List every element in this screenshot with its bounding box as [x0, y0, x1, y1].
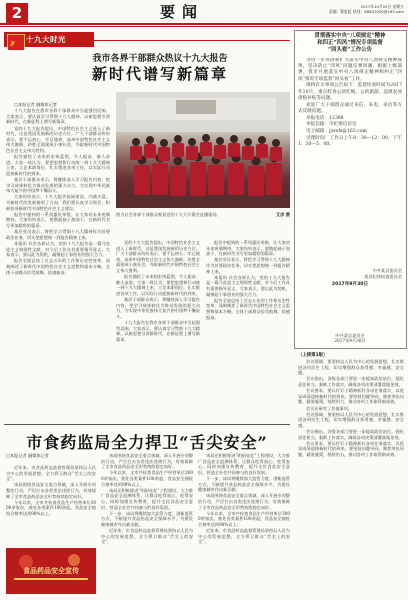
paragraph: 该局还积极推进“明厨亮灶”工程建设，大力推广食品安全追溯体系，让群众吃得放心、吃得安心。同时加强宣传教育，提升全民食品安全意识，营造全社会共同参与的良好氛围。	[198, 453, 290, 475]
notice-title-line3: “回头看”工作公告	[328, 47, 372, 53]
section-title: 要闻	[160, 3, 205, 21]
paragraph: 基层党员表示，将把学习贯彻十九大精神作为首要政治任务，切实把思想统一到报告精神上来。	[6, 229, 110, 240]
paragraph: 会议指出，各级各部门要进一步提高政治站位，强化责任担当，狠抓工作落实，确保各项决策部署落地见效。	[298, 429, 404, 440]
paragraph: 基层党员表示，将把学习贯彻十九大精神作为首要政治任务，切实把思想统一到报告精神上来。	[206, 257, 290, 274]
header-rule	[0, 23, 408, 25]
caption-text: 图为社会各界干部群众观看党的十九大开幕会直播现场。	[116, 212, 221, 217]
header-info	[258, 4, 404, 14]
article-headline: 新时代谱写新篇章	[91, 65, 228, 83]
paragraph: 欢迎广大干部群众通过来信、来电、来访等方式反映问题。	[298, 102, 402, 114]
article2-body-center	[101, 453, 193, 593]
paragraph: 报告中提到的一系列惠民举措，让大家对未来充满期待。大家纷纷表示，要撸起袖子加油干，在新时代书写更加精彩的篇章。	[6, 211, 110, 229]
continued-heading: （上接第1版）	[298, 353, 328, 358]
paragraph: 基层干部群众表示，将继续深入学习报告内容，把学习成果转化为推动发展的强大动力，为实现中华民族伟大复兴的中国梦不懈奋斗。	[6, 177, 110, 194]
paragraph: 会议指出，各级各部门要进一步提高政治站位，强化责任担当，狠抓工作落实，确保各项决策部署落地见效。	[298, 376, 404, 387]
page-number: 2	[6, 3, 28, 23]
paragraph: 近年来，市食品药品监督管理局坚持以人民为中心的发展思想，全力捍卫群众“舌尖上的安全”。	[101, 528, 193, 545]
notice-footer-date: 2017年9月30日	[334, 338, 366, 343]
paragraph: 本报讯 社会各界认为，党的十九大报告是一篇马克思主义纲领性文献，对今后工作具有重要指导意义。大家表示，要以此为契机，凝聚起干事创业的强大合力。	[6, 241, 110, 258]
advert-text: 食品药品安全宣传	[23, 567, 79, 575]
paragraph: 该局围绕食品安全重点领域，深入开展专项整治行动，严厉打击各类违法违规行为，有效保障了全市食品药品安全形势持续稳定向好。	[198, 493, 290, 510]
contact-hours: 受理时间：工作日上午8：30—12：00，下午1：30—5：00。	[298, 136, 402, 148]
contact-mailbox: 举报信箱：市纪委信访室	[306, 122, 357, 128]
paragraph: 近年来，市食品药品监督管理局坚持以人民为中心的发展思想，全力捍卫群众“舌尖上的安全”。	[198, 528, 290, 545]
paragraph: 会议强调，要坚持以人民为中心的发展思想，扎实推进各项民生工程，切实增强群众获得感、幸福感、安全感。	[298, 411, 404, 428]
paragraph: 报告全面总结了过去五年的工作和历史性变革，深刻阐述了新时代中国特色社会主义思想和基本方略，全体干部群众倍受鼓舞、倍感振奋。	[206, 297, 290, 320]
photo-credit: 艾彦 摄	[275, 212, 290, 217]
paragraph: 报告中提到的一系列惠民举措，让大家对未来充满期待。大家纷纷表示，要撸起袖子加油干，在新时代书写更加精彩的篇章。	[206, 240, 290, 257]
paragraph: 十九大报告在我市各界干部群众中引起强烈反响。大家表示，要认真学习贯彻十九大精神，以新思想引领新时代，在新征程上谱写新篇章。	[6, 108, 110, 125]
paragraph: 会议强调，要坚持以人民为中心的发展思想，扎实推进各项民生工程，切实增强群众获得感、幸福感、安全感。	[298, 359, 404, 376]
notice-title-line1: 贯彻落实中央“八项规定”精神	[314, 33, 386, 39]
notice-title-line2: 和四正“四风”情况专项监督	[317, 40, 383, 46]
party-flag-icon	[7, 34, 25, 47]
notice-signature: 中共某县委员会	[372, 268, 402, 273]
paragraph: 会议还研究了其他事项。	[306, 405, 353, 411]
photo-caption	[116, 212, 290, 218]
paragraph: 今年以来，全市共检查食品生产经营单位3000余家次，查处各类案件100余起，食品安全抽检合格率达到98%以上。	[101, 470, 193, 487]
paragraph: 近年来，市食品药品监督管理局坚持以人民为中心的发展思想，全力捍卫群众“舌尖上的安全”。	[6, 465, 96, 482]
header-editor: 责编：曹虹虹 热线：68847000@163.com	[328, 9, 404, 14]
article-divider	[4, 424, 290, 425]
paragraph: 今年以来，全市共检查食品生产经营单位3000余家次，查处各类案件100余起，食品安全抽检合格率达到98%以上。	[198, 510, 290, 527]
paragraph: 为进一步巩固和扩大落实中央八项规定精神成果，坚决防止“四风”问题反弹回潮，根据上级部署，我市开展落实中央八项规定精神和纠正“四风”情况专项监督“回头看”工作。	[298, 58, 402, 82]
news-photo	[116, 92, 290, 208]
paragraph: 该局围绕食品安全重点领域，深入开展专项整治行动，严厉打击各类违法违规行为，有效保障了全市食品药品安全形势持续稳定向好。	[6, 482, 96, 499]
article-body-left	[6, 102, 110, 420]
paragraph: 该局还积极推进“明厨亮灶”工程建设，大力推广食品安全追溯体系，让群众吃得放心、吃得安心。同时加强宣传教育，提升全民食品安全意识，营造全社会共同参与的良好氛围。	[101, 487, 193, 510]
paragraph: 下一步，该局将继续加大监管力度，创新监管方式，不断提升食品药品安全保障水平，为建设健康城市作出新贡献。	[101, 510, 193, 527]
header-date: 2017年10月20日 星期五	[360, 4, 404, 9]
paragraph: 报告全面总结了过去五年的工作和历史性变革，深刻阐述了新时代中国特色社会主义思想和基本方略，全体干部群众倍受鼓舞、倍感振奋。	[6, 258, 110, 275]
paragraph: 本报讯 社会各界认为，党的十九大报告是一篇马克思主义纲领性文献，对今后工作具有重要指导意义。大家表示，要以此为契机，凝聚起干事创业的强大合力。	[206, 274, 290, 297]
banner-rule	[94, 40, 290, 41]
paragraph: 会议要求，要以钉钉子精神抓好各项任务落实，以优异成绩迎接新时代的到来。要坚持问题导向，聚焦突出问题，精准施策，持续用力，推动各项工作取得新成效。	[298, 440, 404, 458]
paragraph: 该局围绕食品安全重点领域，深入开展专项整治行动，严厉打击各类违法违规行为，有效保障了全市食品药品安全形势持续稳定向好。	[101, 453, 193, 470]
paragraph: 大家纷纷表示，十九大报告高屋建瓴、内涵丰富，为新时代的发展指明了方向，我们要认真学习领会，积极投身新时代中国特色社会主义建设。	[6, 194, 110, 211]
notice-signature-2: 某县纪律检查委员会	[364, 274, 402, 279]
paragraph: 下一步，该局将继续加大监管力度，创新监管方式，不断提升食品药品安全保障水平，为建设健康城市作出新贡献。	[198, 475, 290, 493]
paragraph: 十九大报告在我市各界干部群众中引起强烈反响。大家表示，要认真学习贯彻十九大精神，以新思想引领新时代，在新征程上谱写新篇章。	[116, 320, 200, 342]
paragraph: □本报记者 融媒体记者	[14, 102, 57, 107]
paragraph: 今年以来，全市共检查食品生产经营单位3000余家次，查处各类案件100余起，食品安全抽检合格率达到98%以上。	[6, 499, 96, 516]
article2-byline: □本报记者 融媒体记者	[6, 453, 49, 458]
paragraph: 现将有关事项公告如下：监督检查时间为2017年10月，重点检查公款吃喝、公款旅游、违规发放津贴补贴等问题。	[298, 83, 402, 101]
paragraph: 党的十九大报告提出，中国特色社会主义进入了新时代，这是我国发展新的历史方位。广大干部群众纷纷表示，要不忘初心、牢记使命，高举中国特色社会主义伟大旗帜，决胜全面建成小康社会，夺取新时代中国特色社会主义伟大胜利。	[6, 125, 110, 153]
paragraph: 报告描绘了未来的宏伟蓝图，令人振奋、催人奋进。大家一致认为，要把思想和行动统一到十九大精神上来，立足本职岗位，扎实推进各项工作，以实际行动迎接新时代的到来。	[116, 274, 200, 296]
article2-body-left	[6, 465, 96, 545]
banner-label: 十九大时光	[26, 35, 66, 44]
article-kicker: 我市各界干部群众热议十九大报告	[92, 54, 228, 64]
article2-headline: 市食药监局全力捍卫“舌尖安全”	[26, 433, 268, 452]
article-body-right	[206, 240, 290, 420]
article2-body-right	[198, 453, 290, 593]
article-body-center	[116, 240, 200, 420]
paragraph: 党的十九大报告提出，中国特色社会主义进入了新时代，这是我国发展新的历史方位。广大干部群众纷纷表示，要不忘初心、牢记使命，高举中国特色社会主义伟大旗帜，决胜全面建成小康社会，夺取新时代中国特色社会主义伟大胜利。	[116, 240, 200, 273]
paragraph: 报告描绘了未来的宏伟蓝图，令人振奋、催人奋进。大家一致认为，要把思想和行动统一到十九大精神上来，立足本职岗位，扎实推进各项工作，以实际行动迎接新时代的到来。	[6, 154, 110, 176]
continued-body	[298, 359, 404, 595]
contact-email: 电子邮箱：jjwxfs@163.com	[306, 129, 367, 135]
paragraph: 会议要求，要以钉钉子精神抓好各项任务落实，以优异成绩迎接新时代的到来。要坚持问题导向，聚焦突出问题，精准施策，持续用力，推动各项工作取得新成效。	[298, 388, 404, 405]
notice-body	[298, 58, 402, 268]
header-rule-thin	[0, 26, 408, 27]
contact-phone: 举报电话：12388	[306, 115, 344, 121]
paragraph: 基层干部群众表示，将继续深入学习报告内容，把学习成果转化为推动发展的强大动力，为实现中华民族伟大复兴的中国梦不懈奋斗。	[116, 297, 200, 319]
notice-date: 2017年9月30日	[331, 282, 369, 287]
notice-footer-org: 中共某县委员会	[335, 333, 365, 338]
